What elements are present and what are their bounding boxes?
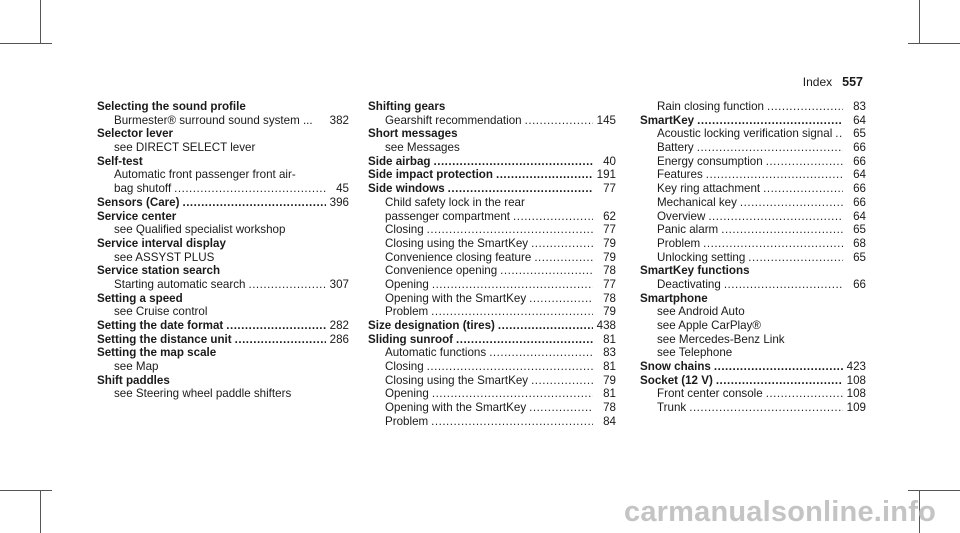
dot-leader — [724, 278, 843, 292]
entry-text: Service center — [97, 209, 177, 223]
index-entry — [97, 346, 349, 360]
index-subentry — [368, 251, 616, 265]
entry-text: Convenience closing feature — [385, 250, 532, 264]
index-subentry — [368, 210, 616, 224]
entry-text: Rain closing function — [657, 100, 764, 113]
entry-text: see DIRECT SELECT lever — [114, 141, 256, 155]
index-subentry — [640, 237, 866, 251]
index-entry — [368, 333, 616, 347]
dot-leader — [182, 196, 326, 210]
entry-text: Gearshift recommendation — [385, 113, 522, 127]
page-ref[interactable]: 282 — [329, 319, 349, 332]
dot-leader — [529, 401, 593, 415]
entry-text: Setting a speed — [97, 291, 183, 305]
dot-leader — [498, 319, 593, 333]
dot-leader — [703, 237, 843, 251]
index-subentry — [640, 278, 866, 292]
entry-text: Mechanical key — [657, 195, 737, 209]
page-ref[interactable]: 423 — [846, 360, 866, 374]
dot-leader — [235, 333, 326, 347]
dot-leader — [763, 182, 843, 196]
entry-text: Trunk — [657, 401, 687, 415]
entry-text: SmartKey functions — [640, 264, 750, 278]
page-ref[interactable]: 145 — [596, 113, 616, 127]
entry-text: SmartKey — [640, 113, 695, 127]
index-subentry — [368, 346, 616, 360]
index-subentry — [640, 155, 866, 169]
index-subentry — [640, 346, 866, 360]
entry-text: Problem — [385, 414, 429, 428]
dot-leader — [248, 278, 326, 292]
index-entry — [97, 292, 349, 306]
page-ref[interactable]: 81 — [603, 360, 616, 374]
dot-leader — [531, 237, 593, 251]
entry-text: Closing using the SmartKey — [385, 236, 529, 250]
entry-text: see ASSYST PLUS — [114, 250, 215, 264]
page-ref[interactable]: 68 — [853, 236, 866, 250]
entry-text: Opening with the SmartKey — [385, 401, 527, 415]
page-ref[interactable]: 66 — [853, 182, 866, 196]
dot-leader — [766, 155, 843, 169]
entry-text: see Telephone — [657, 346, 733, 360]
index-subentry — [368, 237, 616, 251]
index-entry — [97, 264, 349, 278]
crop-mark — [0, 43, 52, 44]
dot-leader — [456, 333, 593, 347]
dot-leader — [427, 223, 593, 237]
page-ref[interactable]: 77 — [603, 277, 616, 291]
index-subentry — [97, 305, 349, 319]
entry-text: Snow chains — [640, 360, 711, 374]
page-ref[interactable]: 66 — [853, 277, 866, 291]
entry-text: Service interval display — [97, 236, 226, 250]
page-ref[interactable]: 83 — [853, 100, 866, 113]
entry-text: Selecting the sound profile — [97, 100, 246, 113]
entry-text: Side windows — [368, 182, 445, 196]
index-entry — [97, 319, 349, 333]
entry-text: Setting the map scale — [97, 346, 217, 360]
entry-text: Smartphone — [640, 291, 708, 305]
page-ref[interactable]: 65 — [853, 223, 866, 237]
index-column-3 — [640, 100, 866, 415]
dot-leader — [529, 292, 593, 306]
dot-leader — [489, 346, 593, 360]
section-label: Index — [802, 75, 833, 89]
entry-text: see Qualified specialist workshop — [114, 223, 286, 237]
index-entry — [97, 100, 349, 114]
index-subentry — [97, 360, 349, 374]
entry-text: bag shutoff — [114, 182, 172, 196]
index-entry — [368, 127, 616, 141]
crop-mark — [40, 490, 41, 533]
index-subentry — [368, 223, 616, 237]
entry-text: Shift paddles — [97, 373, 170, 387]
page-ref[interactable]: 78 — [603, 291, 616, 305]
dot-leader — [434, 155, 594, 169]
dot-leader — [748, 251, 843, 265]
dot-leader — [431, 305, 593, 319]
entry-text: see Android Auto — [657, 305, 745, 319]
index-entry — [640, 114, 866, 128]
index-subentry — [97, 251, 349, 265]
crop-mark — [919, 0, 920, 44]
page-ref[interactable]: 286 — [329, 332, 349, 346]
index-subentry — [368, 278, 616, 292]
dot-leader — [697, 141, 843, 155]
page-ref[interactable]: 382 — [329, 113, 349, 127]
index-subentry — [368, 264, 616, 278]
page-ref[interactable]: 81 — [603, 332, 616, 346]
page-ref[interactable]: 79 — [603, 305, 616, 319]
index-subentry — [368, 387, 616, 401]
dot-leader — [496, 168, 593, 182]
entry-text: Features — [657, 168, 703, 182]
dot-leader — [500, 264, 593, 278]
entry-text: passenger compartment — [385, 209, 511, 223]
entry-text: Panic alarm — [657, 223, 719, 237]
dot-leader — [448, 182, 593, 196]
page-ref[interactable]: 77 — [603, 182, 616, 196]
page-number: 557 — [842, 75, 863, 89]
entry-text: Problem — [385, 305, 429, 319]
index-subentry — [640, 333, 866, 347]
dot-leader — [226, 319, 326, 333]
entry-text: Battery — [657, 141, 694, 155]
page-ref[interactable]: 79 — [603, 373, 616, 387]
entry-text: Side airbag — [368, 154, 431, 168]
index-subentry — [640, 223, 866, 237]
page-header — [803, 75, 863, 89]
page-ref[interactable]: 64 — [853, 168, 866, 182]
page-ref[interactable]: 66 — [853, 195, 866, 209]
index-entry — [640, 292, 866, 306]
entry-text: see Steering wheel paddle shifters — [114, 387, 292, 401]
page-ref[interactable]: 78 — [603, 401, 616, 415]
index-subentry — [97, 114, 349, 128]
dot-leader — [432, 278, 593, 292]
page-ref[interactable]: 307 — [329, 277, 349, 291]
entry-text: Closing — [385, 223, 424, 237]
entry-text: see Map — [114, 360, 159, 374]
entry-text: Sliding sunroof — [368, 332, 454, 346]
page-ref[interactable]: 83 — [603, 346, 616, 360]
entry-text: Sensors (Care) — [97, 195, 180, 209]
dot-leader — [766, 387, 843, 401]
page-ref[interactable]: 66 — [853, 154, 866, 168]
index-entry — [640, 374, 866, 388]
index-entry — [97, 374, 349, 388]
dot-leader — [697, 114, 843, 128]
entry-text: Problem — [657, 236, 701, 250]
entry-text: Setting the distance unit — [97, 332, 232, 346]
index-subentry — [368, 374, 616, 388]
entry-text: Self-test — [97, 154, 143, 168]
page-ref[interactable]: 79 — [603, 250, 616, 264]
index-subentry — [368, 196, 616, 210]
index-subentry — [640, 100, 866, 114]
index-entry — [97, 210, 349, 224]
index-subentry — [97, 278, 349, 292]
entry-text: Deactivating — [657, 277, 721, 291]
index-entry — [97, 127, 349, 141]
entry-text: Unlocking setting — [657, 250, 746, 264]
index-subentry — [368, 401, 616, 415]
entry-text: Socket (12 V) — [640, 373, 713, 387]
dot-leader — [714, 360, 843, 374]
entry-text: Starting automatic search — [114, 277, 246, 291]
index-subentry — [640, 387, 866, 401]
index-column-2 — [368, 100, 616, 429]
dot-leader — [708, 210, 843, 224]
index-subentry — [640, 141, 866, 155]
entry-text: Child safety lock in the rear — [385, 195, 525, 209]
entry-text: Setting the date format — [97, 319, 224, 332]
index-subentry — [640, 196, 866, 210]
index-entry — [368, 168, 616, 182]
entry-text: Opening — [385, 277, 429, 291]
entry-text: Energy consumption — [657, 154, 763, 168]
entry-text: Opening with the SmartKey — [385, 291, 527, 305]
page-ref[interactable]: 81 — [603, 387, 616, 401]
page-ref[interactable]: 45 — [336, 182, 349, 196]
dot-leader — [835, 127, 843, 141]
watermark: carmanualsonline.info — [624, 496, 936, 528]
entry-text: Automatic functions — [385, 346, 487, 360]
dot-leader — [706, 168, 843, 182]
index-subentry — [640, 251, 866, 265]
entry-text: see Apple CarPlay® — [657, 319, 761, 332]
entry-text: Closing — [385, 360, 424, 374]
index-entry — [368, 155, 616, 169]
entry-text: Short messages — [368, 127, 458, 141]
index-entry — [640, 264, 866, 278]
dot-leader — [525, 114, 593, 128]
index-subentry — [640, 127, 866, 141]
dot-leader — [740, 196, 843, 210]
entry-text: Convenience opening — [385, 264, 498, 278]
index-entry — [97, 333, 349, 347]
page-ref[interactable]: 62 — [603, 209, 616, 223]
page-ref[interactable]: 191 — [596, 168, 616, 182]
index-entry — [640, 360, 866, 374]
page-ref[interactable]: 108 — [846, 373, 866, 387]
dot-leader — [531, 374, 593, 388]
dot-leader — [716, 374, 843, 388]
index-subentry — [368, 415, 616, 429]
entry-text: Service station search — [97, 264, 221, 278]
page-ref[interactable]: 64 — [853, 113, 866, 127]
crop-mark — [908, 43, 960, 44]
page-ref[interactable]: 77 — [603, 223, 616, 237]
index-subentry — [97, 141, 349, 155]
dot-leader — [174, 182, 326, 196]
dot-leader — [767, 100, 843, 114]
entry-text: Closing using the SmartKey — [385, 373, 529, 387]
page-ref[interactable]: 66 — [853, 141, 866, 155]
entry-text: Automatic front passenger front air- — [114, 168, 296, 182]
index-subentry — [640, 305, 866, 319]
page-ref[interactable]: 79 — [603, 236, 616, 250]
index-column-1 — [97, 100, 349, 401]
page-ref[interactable]: 109 — [846, 401, 866, 415]
dot-leader — [431, 415, 593, 429]
index-subentry — [368, 305, 616, 319]
page-ref[interactable]: 65 — [853, 250, 866, 264]
page-ref[interactable]: 108 — [846, 387, 866, 401]
entry-text: see Messages — [385, 141, 460, 155]
page-ref[interactable]: 78 — [603, 264, 616, 278]
entry-text: Size designation (tires) — [368, 319, 495, 332]
entry-text: Burmester® surround sound system ... — [114, 113, 313, 127]
index-subentry — [368, 360, 616, 374]
crop-mark — [40, 0, 41, 44]
entry-text: see Mercedes-Benz Link — [657, 332, 785, 346]
index-subentry — [97, 223, 349, 237]
crop-mark — [908, 490, 960, 491]
index-entry — [368, 100, 616, 114]
index-subentry — [640, 168, 866, 182]
index-entry — [97, 196, 349, 210]
index-subentry — [97, 182, 349, 196]
dot-leader — [721, 223, 843, 237]
page-ref[interactable]: 64 — [853, 209, 866, 223]
entry-text: Selector lever — [97, 127, 174, 141]
index-entry — [97, 155, 349, 169]
index-subentry — [640, 210, 866, 224]
entry-text: Key ring attachment — [657, 182, 761, 196]
dot-leader — [427, 360, 593, 374]
dot-leader — [689, 401, 843, 415]
entry-text: Shifting gears — [368, 100, 446, 113]
entry-text: Acoustic locking verification signal — [657, 127, 833, 141]
entry-text: Front center console — [657, 387, 763, 401]
index-entry — [368, 182, 616, 196]
index-subentry — [368, 114, 616, 128]
entry-text: Overview — [657, 209, 706, 223]
index-entry — [368, 319, 616, 333]
page-ref[interactable]: 65 — [853, 127, 866, 141]
index-subentry — [640, 401, 866, 415]
crop-mark — [0, 490, 52, 491]
index-subentry — [368, 292, 616, 306]
dot-leader — [534, 251, 593, 265]
page-ref[interactable]: 84 — [603, 414, 616, 428]
page-ref[interactable]: 396 — [329, 195, 349, 209]
entry-text: Opening — [385, 387, 429, 401]
index-subentry — [640, 182, 866, 196]
dot-leader — [513, 210, 593, 224]
page-ref[interactable]: 438 — [596, 319, 616, 332]
entry-text: Side impact protection — [368, 168, 493, 182]
dot-leader — [432, 387, 593, 401]
index-subentry — [368, 141, 616, 155]
index-subentry — [97, 387, 349, 401]
index-subentry — [97, 168, 349, 182]
index-subentry — [640, 319, 866, 333]
entry-text: see Cruise control — [114, 305, 208, 319]
page-ref[interactable]: 40 — [603, 154, 616, 168]
index-entry — [97, 237, 349, 251]
